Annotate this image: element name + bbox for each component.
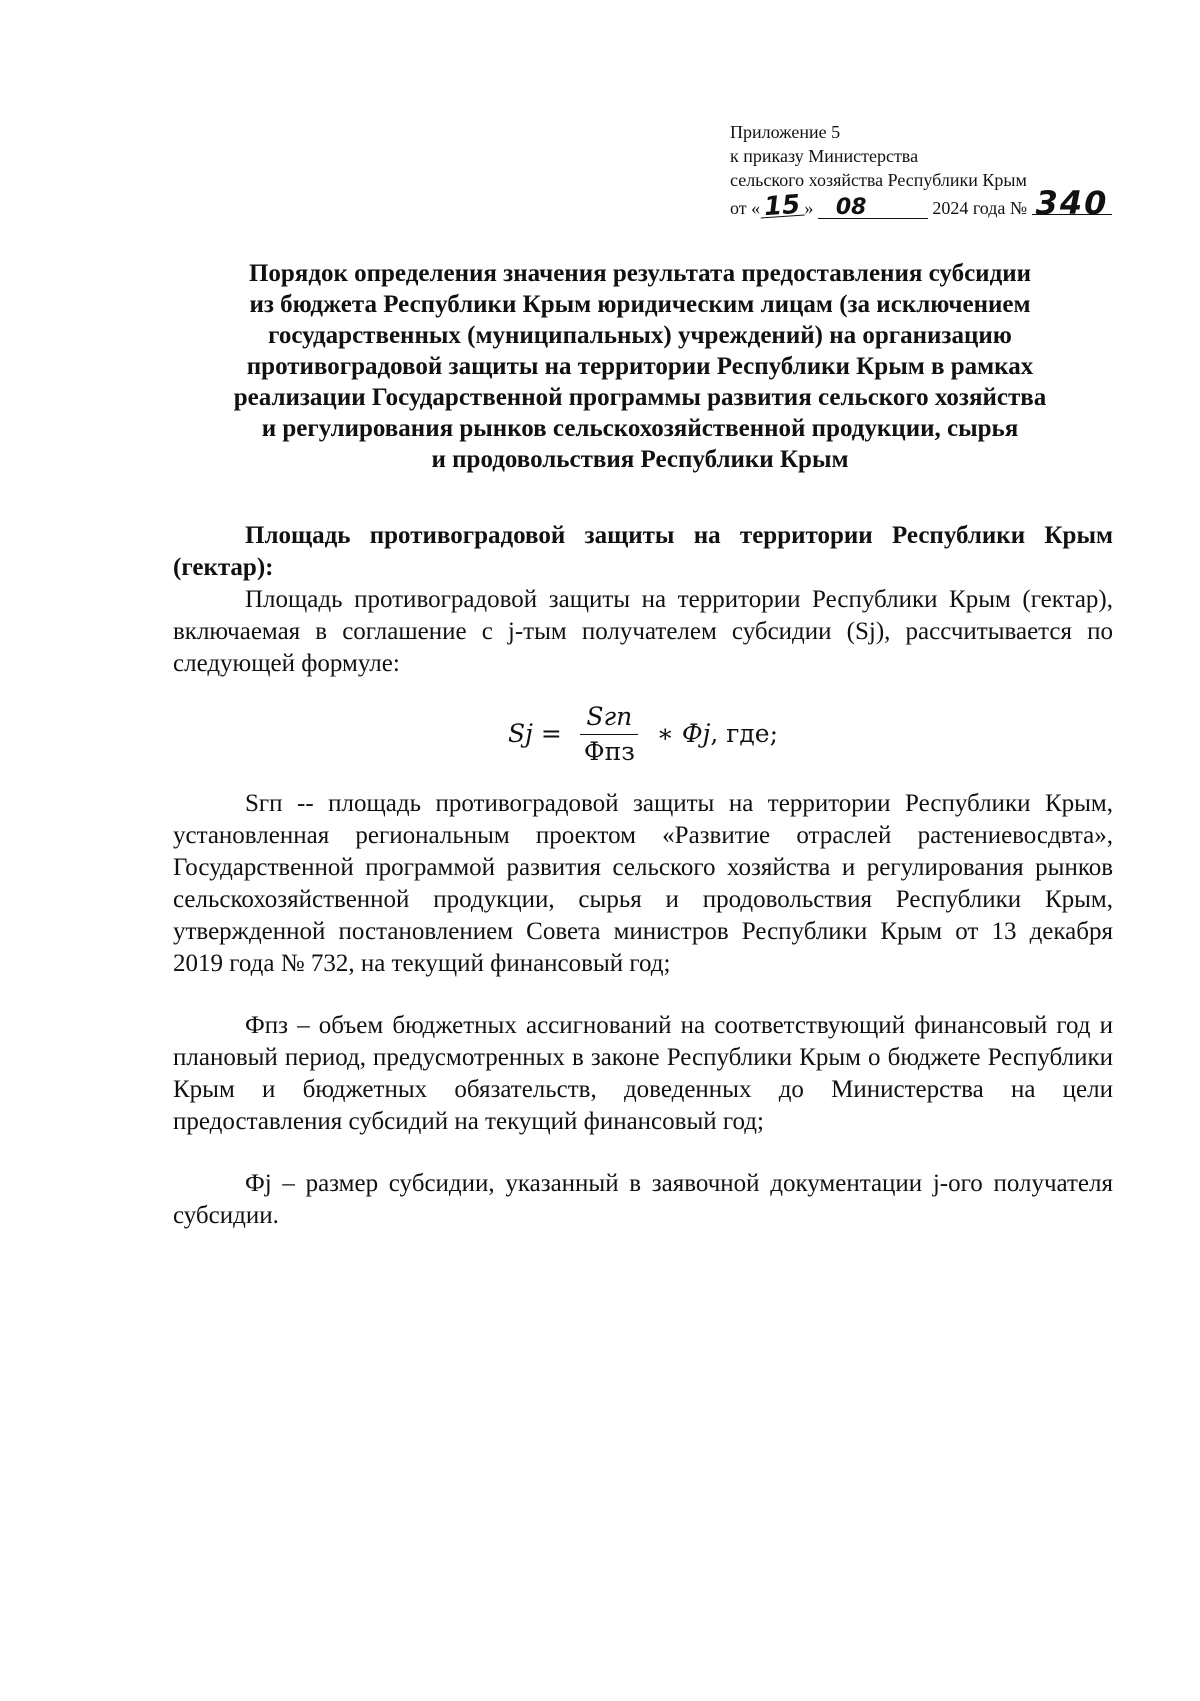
formula-numerator: Sгп <box>580 702 638 735</box>
formula <box>173 694 1113 774</box>
appendix-header <box>730 120 1150 223</box>
title-line: и продовольствия Республики Крым <box>431 446 849 473</box>
formula-denominator: Фпз <box>583 736 635 766</box>
paragraph-gap <box>173 980 1113 1010</box>
title-line: противоградовой защиты на территории Республики Крым в рамках <box>246 353 1034 380</box>
paragraph-gap <box>173 1138 1113 1168</box>
title-line: реализации Государственной программы развития сельского хозяйства <box>233 384 1047 411</box>
title-line: Порядок определения значения результата предоставления субсидии <box>248 260 1032 287</box>
document-body <box>173 520 1113 1232</box>
appendix-line: Приложение 5 <box>730 122 841 142</box>
formula-tail: , где; <box>710 719 779 748</box>
document-title <box>160 258 1120 475</box>
date-prefix: от « <box>730 198 761 218</box>
appendix-line: сельского хозяйства Республики Крым <box>730 170 1027 190</box>
intro-paragraph: Площадь противоградовой защиты на территории Республики Крым (гектар), включаемая в соглашение с j-тым получателем субсидии (Sj), рассчитывается по следующей формуле: <box>173 586 1113 677</box>
formula-multiply: ∗ <box>656 719 674 748</box>
formula-equals: = <box>540 719 562 748</box>
formula-fraction <box>578 702 641 767</box>
appendix-line: к приказу Министерства <box>730 146 919 166</box>
section-heading: Площадь противоградовой защиты на территории Республики Крым (гектар): <box>173 522 1113 581</box>
formula-factor: Фj <box>681 719 711 748</box>
definition-fpz: Фпз – объем бюджетных ассигнований на соответствующий финансовый год и плановый период, предусмотренных в законе Республики Крым о бюджете Республики Крым и бюджетных обязательств, доведенных до Министерства на цели предоставления субсидий на текущий финансовый год; <box>173 1012 1113 1135</box>
definition-sgp: Sгп -- площадь противоградовой защиты на территории Республики Крым, установленная региональным проектом «Развитие отраслей растениевосдвта», Государственной программой развития сельского хозяйства и регулирования рынков сельскохозяйственной продукции, сырья и продовольствия Республики Крым, утвержденной постановлением Совета министров Республики Крым от 13 декабря 2019 года № 732, на текущий финансовый год; <box>173 790 1113 977</box>
handwritten-order-number: 340 <box>1032 192 1113 215</box>
order-date-line <box>730 184 1150 223</box>
handwritten-day: 15 <box>759 194 805 218</box>
date-mid: » <box>804 198 814 218</box>
title-line: из бюджета Республики Крым юридическим лицам (за исключением <box>249 291 1031 318</box>
formula-lhs: Sj <box>507 719 533 748</box>
title-line: и регулирования рынков сельскохозяйственной продукции, сырья <box>261 415 1019 442</box>
title-line: государственных (муниципальных) учреждений) на организацию <box>268 322 1012 349</box>
date-year: 2024 года № <box>932 198 1028 218</box>
definition-fj: Фj – размер субсидии, указанный в заявочной документации j-ого получателя субсидии. <box>173 1170 1113 1229</box>
handwritten-month: 08 <box>818 198 928 219</box>
